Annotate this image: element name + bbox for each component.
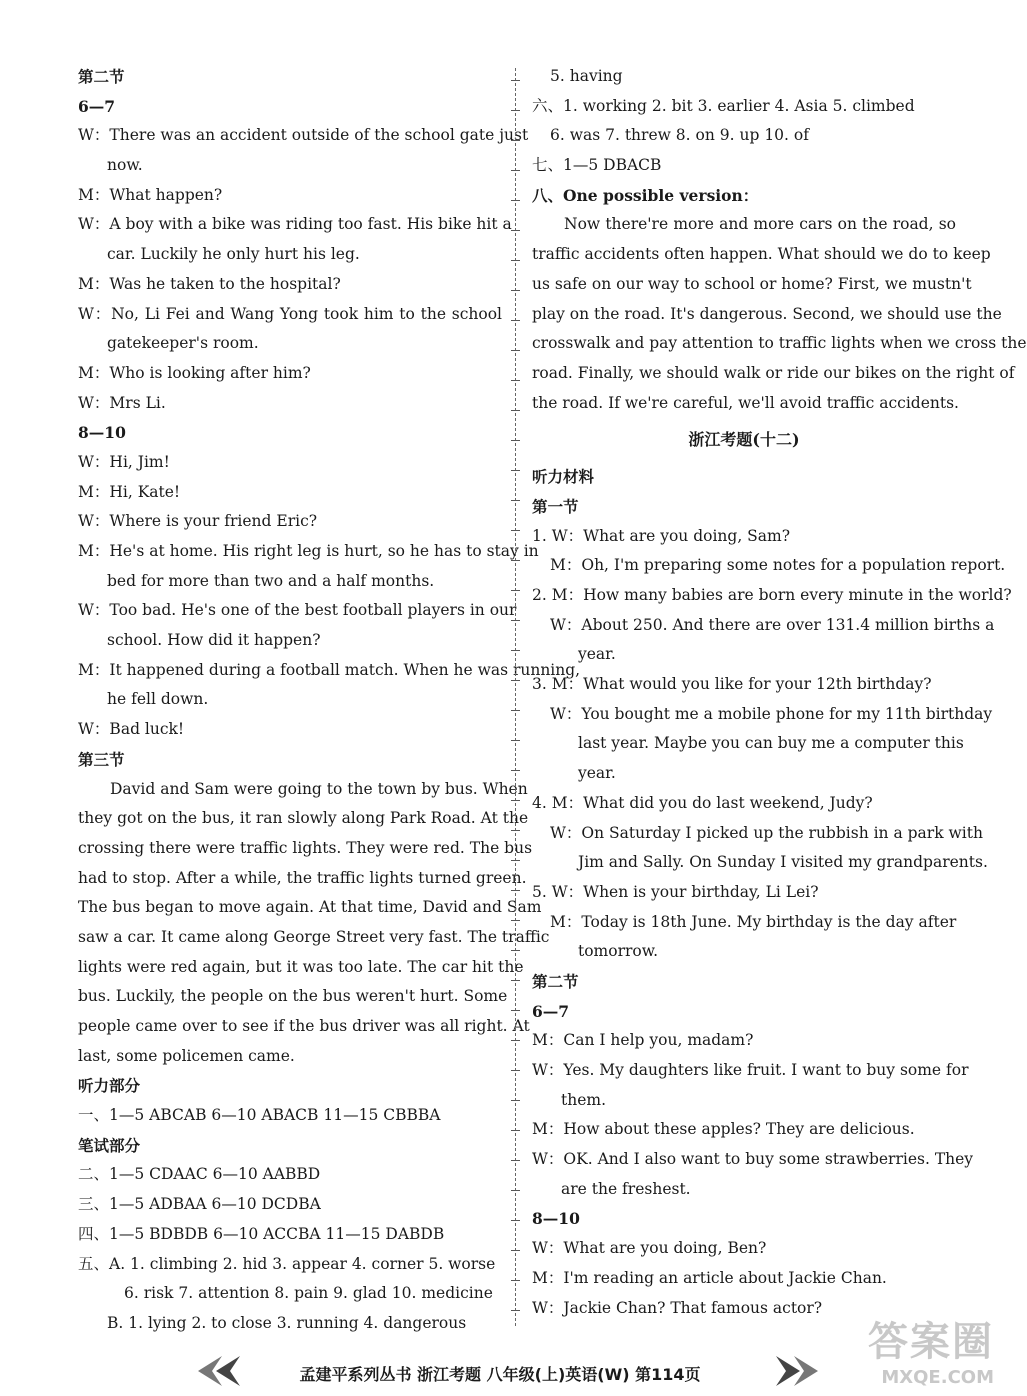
divider-tick <box>511 620 520 621</box>
left-text-line: W：No, Li Fei and Wang Yong took him to the school <box>78 304 502 323</box>
left-text-line: B. 1. lying 2. to close 3. running 4. dangerous <box>107 1313 467 1332</box>
divider-tick <box>511 320 520 321</box>
left-text-line: 第二节 <box>78 67 125 86</box>
right-text-line: 8—10 <box>532 1209 580 1229</box>
left-text-line: saw a car. It came along George Street very fast. The traffic <box>78 927 550 946</box>
divider-tick <box>511 80 520 81</box>
divider-tick <box>511 890 520 891</box>
left-text-line: M：Was he taken to the hospital? <box>78 274 341 293</box>
divider-tick <box>511 350 520 351</box>
left-text-line: car. Luckily he only hurt his leg. <box>107 245 360 264</box>
right-text-line: 听力材料 <box>532 467 595 487</box>
right-text-line: 六、1. working 2. bit 3. earlier 4. Asia 5. climbed <box>532 96 915 115</box>
divider-tick <box>511 860 520 861</box>
right-text-line: Jim and Sally. On Sunday I visited my grandparents. <box>578 853 988 872</box>
divider-tick <box>511 140 520 141</box>
right-text-line: M：Oh, I'm preparing some notes for a population report. <box>550 556 1006 575</box>
left-text-line: M：He's at home. His right leg is hurt, so he has to stay in <box>78 542 539 560</box>
divider-tick <box>511 110 520 111</box>
page-footer <box>0 1352 1000 1392</box>
left-text-line: 6—7 <box>78 96 116 116</box>
left-text-line: W：There was an accident outside of the school gate just <box>78 126 529 145</box>
divider-tick <box>511 650 520 651</box>
right-text-line: 6—7 <box>532 1001 570 1021</box>
divider-tick <box>511 710 520 711</box>
right-text-line: us safe on our way to school or home? First, we mustn't <box>532 274 972 293</box>
left-text-line: 8—10 <box>78 423 126 443</box>
left-text-line: they got on the bus, it ran slowly along Park Road. At the <box>78 809 529 828</box>
left-text-line: 笔试部分 <box>78 1135 141 1155</box>
right-text-line: 第二节 <box>532 971 579 991</box>
watermark-logo <box>868 1310 994 1388</box>
watermark-url: MXQE.COM <box>881 1367 994 1388</box>
divider-tick <box>511 530 520 531</box>
left-text-line: he fell down. <box>107 690 209 709</box>
column-divider <box>515 68 516 1326</box>
left-text-line: 6. risk 7. attention 8. pain 9. glad 10. medicine <box>124 1284 493 1303</box>
divider-tick <box>511 920 520 921</box>
right-text-line: them. <box>561 1090 607 1109</box>
left-text-line: had to stop. After a while, the traffic lights turned green. <box>78 868 527 887</box>
right-text-line: 八、One possible version： <box>532 185 759 205</box>
right-text-line: traffic accidents often happen. What should we do to keep <box>532 245 991 264</box>
left-text-line: now. <box>107 156 143 175</box>
divider-tick <box>511 1250 520 1251</box>
left-text-line: 五、A. 1. climbing 2. hid 3. appear 4. corner 5. worse <box>78 1254 496 1273</box>
divider-tick <box>511 500 520 501</box>
left-text-line: gatekeeper's room. <box>107 334 259 353</box>
divider-tick <box>511 680 520 681</box>
left-text-line: David and Sam were going to the town by bus. When <box>110 779 528 798</box>
footer-text: 孟建平系列丛书 浙江考题 八年级(上)英语(W) 第114页 <box>299 1365 701 1384</box>
left-text-line: lights were red again, but it was too late. The car hit the <box>78 957 524 976</box>
left-text-line: bed for more than two and a half months. <box>107 571 435 590</box>
left-text-line: people came over to see if the bus driver was all right. At <box>78 1017 530 1035</box>
left-text-line: M：Hi, Kate! <box>78 482 181 501</box>
divider-tick <box>511 230 520 231</box>
left-text-line: W：A boy with a bike was riding too fast. His bike hit a <box>78 215 512 234</box>
right-text-line: year. <box>578 645 616 664</box>
left-text-line: M：It happened during a football match. When he was running, <box>78 660 581 679</box>
divider-tick <box>511 380 520 381</box>
divider-tick <box>511 260 520 261</box>
right-text-line: 七、1—5 DBACB <box>532 156 662 175</box>
right-text-line: M：Today is 18th June. My birthday is the day after <box>550 912 957 931</box>
divider-tick <box>511 1040 520 1041</box>
right-text-line: play on the road. It's dangerous. Second, we should use the <box>532 304 1002 323</box>
right-text-line: 6. was 7. threw 8. on 9. up 10. of <box>550 126 809 145</box>
divider-tick <box>511 200 520 201</box>
divider-tick <box>511 770 520 771</box>
left-text-line: 第三节 <box>78 749 125 769</box>
divider-tick <box>511 1280 520 1281</box>
right-text-line: M：How about these apples? They are delicious. <box>532 1120 915 1139</box>
divider-tick <box>511 1100 520 1101</box>
right-text-line: 5. W：When is your birthday, Li Lei? <box>532 882 819 901</box>
right-text-line: last year. Maybe you can buy me a computer this <box>578 734 964 753</box>
right-text-line: 4. M：What did you do last weekend, Judy? <box>532 793 873 812</box>
right-text-line: W：What are you doing, Ben? <box>532 1239 767 1258</box>
right-text-line: W：About 250. And there are over 131.4 million births a <box>550 615 995 634</box>
right-text-line: 浙江考题(十二) <box>688 430 800 450</box>
divider-tick <box>511 1220 520 1221</box>
right-text-line: tomorrow. <box>578 942 659 961</box>
right-text-line: W：Yes. My daughters like fruit. I want to buy some for <box>532 1061 969 1079</box>
left-text-line: crossing there were traffic lights. They were red. The bus <box>78 838 533 857</box>
divider-tick <box>511 740 520 741</box>
left-text-line: school. How did it happen? <box>107 631 321 650</box>
left-text-line: 四、1—5 BDBDB 6—10 ACCBA 11—15 DABDB <box>78 1224 445 1243</box>
left-text-line: W：Mrs Li. <box>78 393 166 412</box>
right-arrow-icon <box>774 1354 820 1388</box>
divider-tick <box>511 830 520 831</box>
left-text-line: M：Who is looking after him? <box>78 363 311 382</box>
divider-tick <box>511 800 520 801</box>
divider-tick <box>511 410 520 411</box>
right-text-line: 2. M：How many babies are born every minute in the world? <box>532 586 1012 604</box>
right-text-line: W：You bought me a mobile phone for my 11th birthday <box>550 704 993 723</box>
right-text-line: are the freshest. <box>561 1179 691 1198</box>
right-column <box>532 62 1027 1323</box>
divider-tick <box>511 1190 520 1191</box>
right-text-line: the road. If we're careful, we'll avoid traffic accidents. <box>532 393 959 412</box>
left-text-line: 二、1—5 CDAAC 6—10 AABBD <box>78 1165 321 1184</box>
divider-tick <box>511 1160 520 1161</box>
left-text-line: bus. Luckily, the people on the bus weren't hurt. Some <box>78 987 508 1006</box>
right-text-line: Now there're more and more cars on the road, so <box>564 215 956 234</box>
left-text-line: W：Hi, Jim! <box>78 452 170 471</box>
divider-tick <box>511 980 520 981</box>
left-text-line: W：Too bad. He's one of the best football players in our <box>78 601 517 620</box>
divider-tick <box>511 290 520 291</box>
left-text-line: 一、1—5 ABCAB 6—10 ABACB 11—15 CBBBA <box>78 1106 441 1125</box>
divider-tick <box>511 1130 520 1131</box>
right-text-line: 5. having <box>550 67 623 85</box>
right-text-line: year. <box>578 764 616 783</box>
left-text-line: 三、1—5 ADBAA 6—10 DCDBA <box>78 1195 321 1214</box>
right-text-line: 3. M：What would you like for your 12th birthday? <box>532 675 932 694</box>
right-text-line: 第一节 <box>532 496 579 516</box>
right-text-line: M：Can I help you, madam? <box>532 1031 754 1050</box>
left-text-line: last, some policemen came. <box>78 1046 295 1065</box>
left-text-line: The bus began to move again. At that time, David and Sam <box>78 898 542 917</box>
divider-tick <box>511 170 520 171</box>
divider-tick <box>511 590 520 591</box>
left-text-line: M：What happen? <box>78 185 223 204</box>
right-text-line: W：On Saturday I picked up the rubbish in a park with <box>550 823 983 842</box>
watermark-title: 答案圈 <box>868 1319 994 1365</box>
divider-tick <box>511 1310 520 1311</box>
left-text-line: W：Where is your friend Eric? <box>78 512 318 531</box>
divider-tick <box>511 440 520 441</box>
left-text-line: 听力部分 <box>78 1076 141 1096</box>
divider-tick <box>511 560 520 561</box>
right-text-line: W：Jackie Chan? That famous actor? <box>532 1298 823 1317</box>
divider-tick <box>511 950 520 951</box>
left-text-line: W：Bad luck! <box>78 720 185 739</box>
right-text-line: M：I'm reading an article about Jackie Chan. <box>532 1268 887 1287</box>
right-text-line: W：OK. And I also want to buy some strawberries. They <box>532 1150 974 1169</box>
right-text-line: 1. W：What are you doing, Sam? <box>532 526 791 545</box>
divider-tick <box>511 1010 520 1011</box>
right-text-line: road. Finally, we should walk or ride our bikes on the right of <box>532 363 1015 382</box>
right-text-line: crosswalk and pay attention to traffic lights when we cross the <box>532 334 1027 353</box>
divider-tick <box>511 470 520 471</box>
divider-tick <box>511 1070 520 1071</box>
